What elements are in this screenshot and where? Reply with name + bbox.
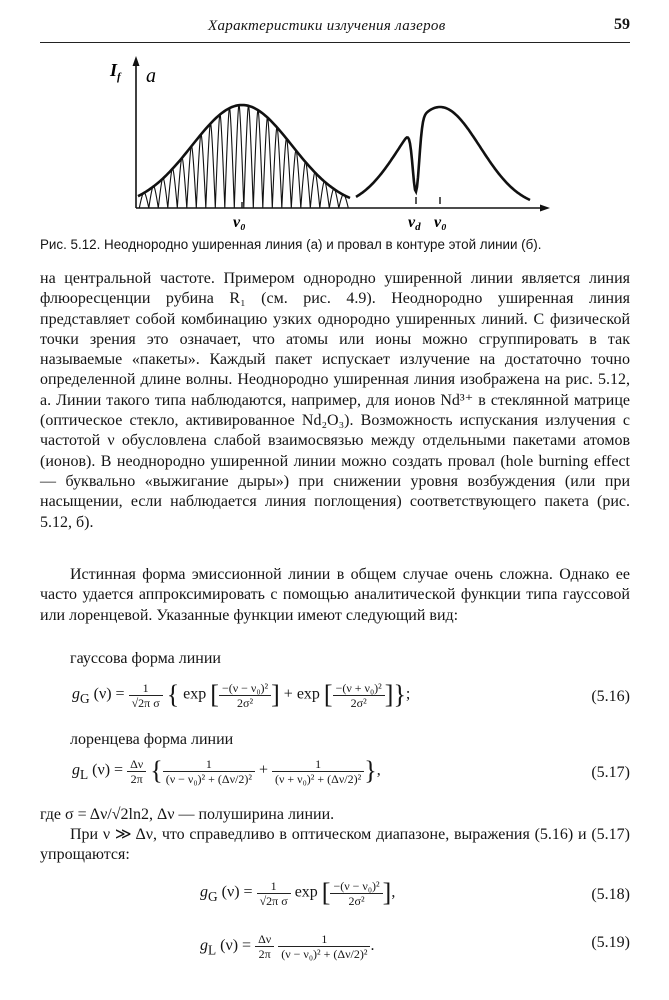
equation-5-18: $g_G$ (ν) = $\frac{1}{\text{√2π σ}}$ exp [ $\frac{\text{−(ν − ν₀)²}}{\text{2σ²}}$ ], (5.18)	[200, 878, 630, 908]
equation-5-19: $g_L$ (ν) = $\frac{\Delta\nu}{2\pi}$ $\frac{1}{\text{(ν − ν₀)² + (Δν/2)²}}$ . (5.19)	[200, 932, 630, 961]
lead-gauss: гауссова форма линии	[70, 650, 221, 667]
x-axis-arrow	[540, 205, 550, 212]
running-title: Характеристики излучения лазеров	[208, 18, 446, 34]
tick-label-nud: νd	[408, 214, 421, 230]
figure-svg	[88, 50, 558, 230]
equation-5-17: $g_L$ (ν) = $\frac{\Delta\nu}{2\pi}$ { $\frac{1}{\text{(ν − ν₀)² + (Δν/2)²}}$ + $\frac{1}{\text{(ν + ν₀)² + (Δν/2)²}}$ }, (5.17)	[72, 756, 630, 786]
page-number: 59	[614, 16, 630, 33]
figure-5-12	[88, 50, 558, 230]
panel-a-label: a	[146, 65, 156, 87]
y-axis-label: $I_f$	[110, 60, 121, 83]
eq-number-5-16: (5.16)	[591, 688, 630, 705]
homogeneous-lines	[139, 105, 348, 208]
paragraph-3: где σ = Δν/√2ln2, Δν — полуширина линии.	[40, 806, 335, 823]
paragraph-4: При ν ≫ Δν, что справедливо в оптическом диапазоне, выражения (5.16) и (5.17) упрощаются:	[40, 826, 630, 864]
hole-burned-line	[356, 107, 530, 200]
eq-number-5-18: (5.18)	[591, 886, 630, 903]
tick-label-nu0-a: ν₀	[233, 214, 246, 230]
lead-lorentz: лоренцева форма линии	[70, 731, 234, 748]
running-header	[40, 14, 630, 43]
tick-label-nu0-b: ν₀	[434, 214, 447, 230]
eq-number-5-19: (5.19)	[591, 934, 630, 951]
paragraph-2: Истинная форма эмиссионной линии в общем случае очень сложна. Однако ее часто удается аппроксимировать с помощью аналитической функции типа гауссовой или лоренцевой. Указанные функции имеют следующий вид:	[40, 566, 630, 624]
y-axis-arrow	[133, 56, 140, 66]
eq-number-5-17: (5.17)	[591, 764, 630, 781]
paragraph-1: на центральной частоте. Примером однородно уширенной линии является линия флюоресценции рубина R₁ (см. рис. 4.9). Неоднородно уширенная линия представляет собой комбинацию узких однородно уширенных линий. С физической точки зрения это означает, что атомы или ионы можно сгруппировать в так называемые «пакеты». Каждый пакет испускает излучение на достаточно точно определенной длине волны. Неоднородно уширенная линия изображена на рис. 5.12, а. Линии такого типа наблюдаются, например, для ионов Nd³⁺ в стеклянной матрице (оптическое стекло, активированное Nd₂O₃). Возможность испускания излучения с частотой ν обусловлена слабой взаимосвязью между отдельными пакетами атомов (ионов). В неоднородно уширенной линии можно создать провал (hole burning effect — буквально «выжигание дыры») при снижении уровня возбуждения (или при насыщении, если наблюдается линия поглощения) соответствующего пакета (рис. 5.12, б).	[40, 270, 630, 531]
equation-5-16: $g_G$ (ν) = $\frac{1}{\text{√2π σ}}$ { exp [ $\frac{\text{−(ν − ν₀)²}}{\text{2σ²}}$ ] + exp [ $\frac{\text{−(ν + ν₀)²}}{\text{2σ²}}$ ]}; (5.16)	[72, 680, 630, 710]
figure-caption: Рис. 5.12. Неоднородно уширенная линия (а) и провал в контуре этой линии (б).	[40, 237, 542, 252]
